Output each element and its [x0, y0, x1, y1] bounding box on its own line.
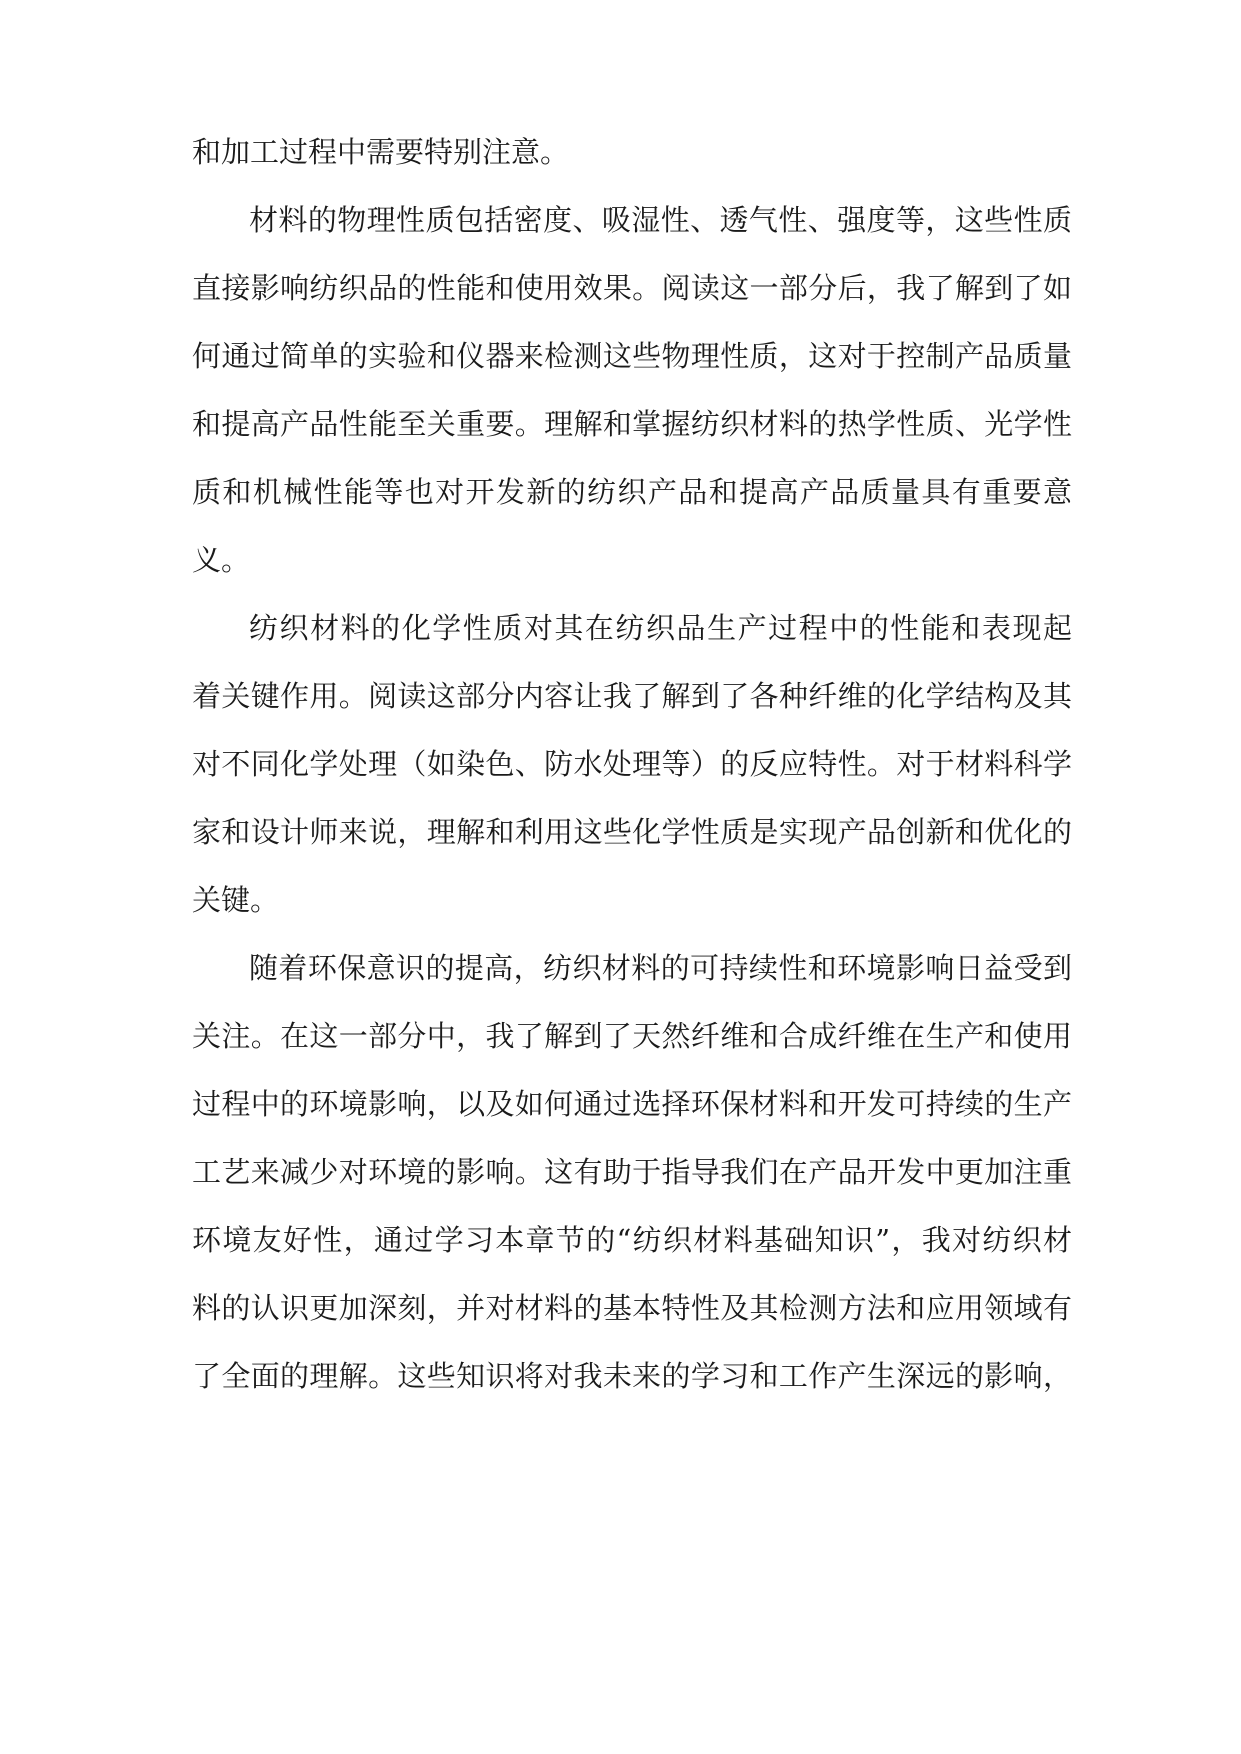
text-line: 关注。在这一部分中，我了解到了天然纤维和合成纤维在生产和使用: [192, 1019, 1072, 1053]
text-line: 义。: [192, 543, 251, 577]
text-line: 和加工过程中需要特别注意。: [192, 135, 570, 169]
text-line: 家和设计师来说，理解和利用这些化学性质是实现产品创新和优化的: [192, 815, 1072, 849]
text-line: 了全面的理解。这些知识将对我未来的学习和工作产生深远的影响，: [192, 1359, 1072, 1393]
text-line: 材料的物理性质包括密度、吸湿性、透气性、强度等，这些性质: [249, 203, 1072, 237]
text-line: 关键。: [192, 883, 280, 917]
text-line: 何通过简单的实验和仪器来检测这些物理性质，这对于控制产品质量: [192, 339, 1072, 373]
text-line: 质和机械性能等也对开发新的纺织产品和提高产品质量具有重要意: [192, 475, 1072, 509]
text-line: 料的认识更加深刻，并对材料的基本特性及其检测方法和应用领域有: [192, 1291, 1072, 1325]
text-line: 直接影响纺织品的性能和使用效果。阅读这一部分后，我了解到了如: [192, 271, 1072, 305]
text-line: 纺织材料的化学性质对其在纺织品生产过程中的性能和表现起: [249, 611, 1072, 645]
text-line: 对不同化学处理（如染色、防水处理等）的反应特性。对于材料科学: [192, 747, 1072, 781]
text-line: 随着环保意识的提高，纺织材料的可持续性和环境影响日益受到: [249, 951, 1072, 985]
text-line: 着关键作用。阅读这部分内容让我了解到了各种纤维的化学结构及其: [192, 679, 1072, 713]
text-line: 和提高产品性能至关重要。理解和掌握纺织材料的热学性质、光学性: [192, 407, 1072, 441]
text-line: 过程中的环境影响，以及如何通过选择环保材料和开发可持续的生产: [192, 1087, 1072, 1121]
text-line: 环境友好性，通过学习本章节的“纺织材料基础知识”，我对纺织材: [192, 1223, 1072, 1257]
text-line: 工艺来减少对环境的影响。这有助于指导我们在产品开发中更加注重: [192, 1155, 1072, 1189]
